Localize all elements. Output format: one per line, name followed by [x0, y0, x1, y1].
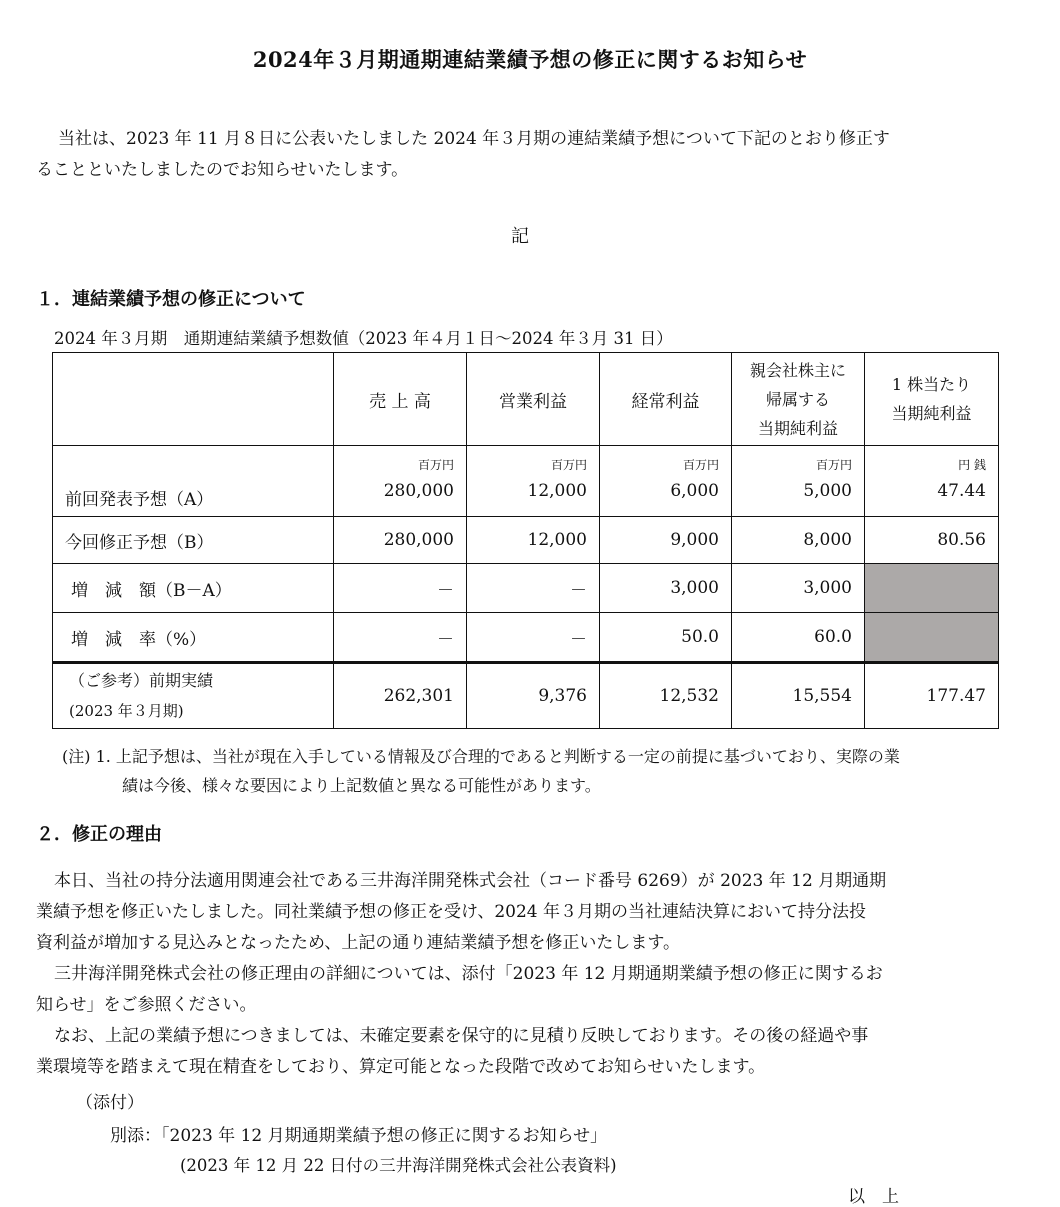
page-title: 2024年３月期通期連結業績予想の修正に関するお知らせ — [252, 47, 808, 72]
cell-value: 百万円 280,000 — [334, 446, 467, 517]
intro-line-2: ることといたしましたのでお知らせいたします。 — [36, 160, 409, 180]
header-ordinary-income: 経常利益 — [600, 353, 732, 446]
table-caption: 2024 年３月期 通期連結業績予想数値（2023 年４月１日～2024 年３月 31 日） — [54, 329, 673, 348]
cell-value: 円 銭 47.44 — [865, 446, 999, 517]
table-footnote: (注) 1. 上記予想は、当社が現在入手している情報及び合理的であると判断する一定の前提に基づいており、実際の業 績は今後、様々な要因により上記数値と異なる可能性があります。 — [62, 747, 900, 795]
section2-heading: ２．修正の理由 — [36, 824, 162, 845]
table-row — [53, 446, 999, 517]
cell-value: 262,301 — [334, 663, 467, 729]
cell-value: 50.0 — [600, 613, 732, 663]
row-label-prior-year: （ご参考）前期実績 (2023 年３月期) — [53, 663, 334, 729]
header-eps: 1 株当たり 当期純利益 — [865, 353, 999, 446]
table-row — [53, 564, 999, 613]
cell-value: 9,000 — [600, 517, 732, 564]
header-sales: 売 上 高 — [334, 353, 467, 446]
row-label-previous: 前回発表予想（A） — [53, 446, 334, 517]
cell-value: 3,000 — [600, 564, 732, 613]
cell-value: 8,000 — [732, 517, 865, 564]
cell-value: 百万円 12,000 — [467, 446, 600, 517]
intro-paragraph — [36, 124, 1026, 186]
cell-value: 12,000 — [467, 517, 600, 564]
section1-heading: １．連結業績予想の修正について — [36, 289, 306, 310]
forecast-table — [52, 352, 999, 729]
attachment-source: (2023 年 12 月 22 日付の三井海洋開発株式会社公表資料) — [180, 1156, 617, 1175]
row-label-revised: 今回修正予想（B） — [53, 517, 334, 564]
cell-value: 12,532 — [600, 663, 732, 729]
cell-value: 177.47 — [865, 663, 999, 729]
cell-value: 60.0 — [732, 613, 865, 663]
header-operating-income: 営業利益 — [467, 353, 600, 446]
shaded-cell — [865, 613, 999, 663]
row-label-change-amount: 増 減 額（B－A） — [53, 564, 334, 613]
table-row — [53, 663, 999, 729]
intro-line-1: 当社は、2023 年 11 月８日に公表いたしました 2024 年３月期の連結業績予想について下記のとおり修正す — [58, 129, 890, 149]
shaded-cell — [865, 564, 999, 613]
cell-value: － — [334, 564, 467, 613]
cell-value: 280,000 — [334, 517, 467, 564]
reason-paragraph: 本日、当社の持分法適用関連会社である三井海洋開発株式会社（コード番号 6269）が 2023 年 12 月期通期 業績予想を修正いたしました。同社業績予想の修正を受け、2024 年３月期の当社連結決算において持分法投 資利益が増加する見込みとなったため、上記の通り連結業績予想を修正いたします。 三井海洋開発株式会社の修正理由の詳細については、添付「2023 年 12 月期通期業績予想の修正に関するお 知らせ」をご参照ください。 なお、上記の業績予想につきましては、未確定要素を保守的に見積り反映しております。その後の経過や事 業環境等を踏まえて現在精査をしており、算定可能となった段階で改めてお知らせいたします。 — [36, 871, 887, 1077]
cell-value: － — [467, 613, 600, 663]
ki-heading: 記 — [511, 226, 529, 247]
cell-value: － — [334, 613, 467, 663]
cell-value: － — [467, 564, 600, 613]
cell-value: 9,376 — [467, 663, 600, 729]
cell-value: 15,554 — [732, 663, 865, 729]
attachment-label: （添付） — [76, 1093, 144, 1113]
header-net-income-parent: 親会社株主に 帰属する 当期純利益 — [732, 353, 865, 446]
cell-value: 80.56 — [865, 517, 999, 564]
table-row — [53, 517, 999, 564]
header-empty-cell — [53, 353, 334, 446]
closing-mark: 以 上 — [848, 1187, 899, 1207]
row-label-change-rate: 増 減 率（%） — [53, 613, 334, 663]
cell-value: 百万円 5,000 — [732, 446, 865, 517]
table-row — [53, 613, 999, 663]
cell-value: 3,000 — [732, 564, 865, 613]
table-header-row — [53, 353, 999, 446]
cell-value: 百万円 6,000 — [600, 446, 732, 517]
attachment-item: 別添：「2023 年 12 月期通期業績予想の修正に関するお知らせ」 — [110, 1126, 608, 1146]
